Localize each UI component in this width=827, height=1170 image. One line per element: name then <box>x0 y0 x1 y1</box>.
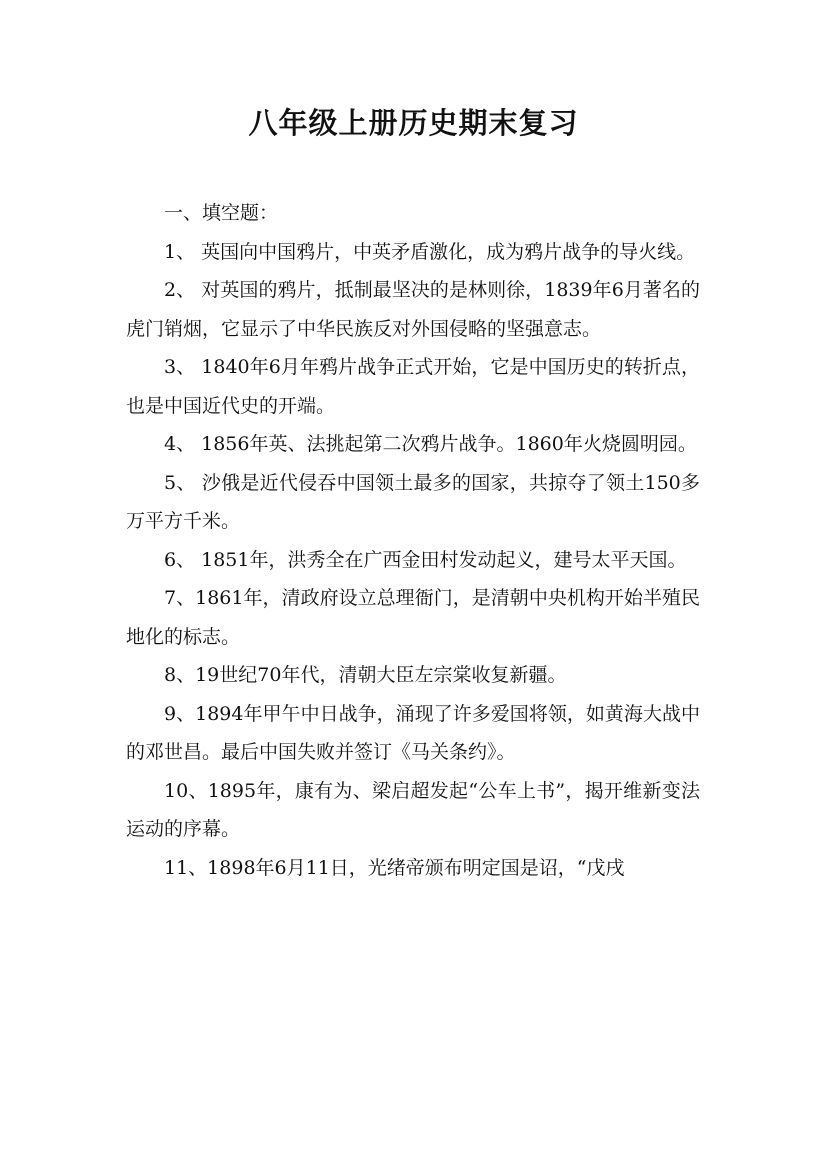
list-item: 4、 1856年英、法挑起第二次鸦片战争。1860年火烧圆明园。 <box>164 433 697 455</box>
list-item: 9、1894年甲午中日战争，涌现了许多爱国将领，如黄海大战中的邓世昌。最后中国失败并签订《马关条约》。 <box>126 702 700 763</box>
list-item: 11、1898年6月11日，光绪帝颁布明定国是诏，“戊戌 <box>164 856 625 879</box>
list-item: 7、1861年，清政府设立总理衙门，是清朝中央机构开始半殖民地化的标志。 <box>126 587 700 648</box>
list-item: 3、 1840年6月年鸦片战争正式开始，它是中国历史的转折点，也是中国近代史的开端。 <box>126 356 700 417</box>
list-item: 1、 英国向中国鸦片，中英矛盾激化，成为鸦片战争的导火线。 <box>164 240 696 263</box>
list-item: 2、 对英国的鸦片，抵制最坚决的是林则徐，1839年6月著名的虎门销烟，它显示了中华民族反对外国侵略的坚强意志。 <box>126 279 700 340</box>
page-title: 八年级上册历史期末复习 <box>248 106 579 140</box>
list-item: 6、 1851年，洪秀全在广西金田村发动起义，建号太平天国。 <box>164 548 687 571</box>
section-heading: 一、填空题： <box>164 202 279 224</box>
list-item: 8、19世纪70年代，清朝大臣左宗棠收复新疆。 <box>164 664 567 686</box>
document-body <box>126 194 700 887</box>
list-item: 5、 沙俄是近代侵吞中国领土最多的国家，共掠夺了领土150多万平方千米。 <box>126 471 700 532</box>
list-item: 10、1895年，康有为、梁启超发起“公车上书”，揭开维新变法运动的序幕。 <box>126 779 700 840</box>
